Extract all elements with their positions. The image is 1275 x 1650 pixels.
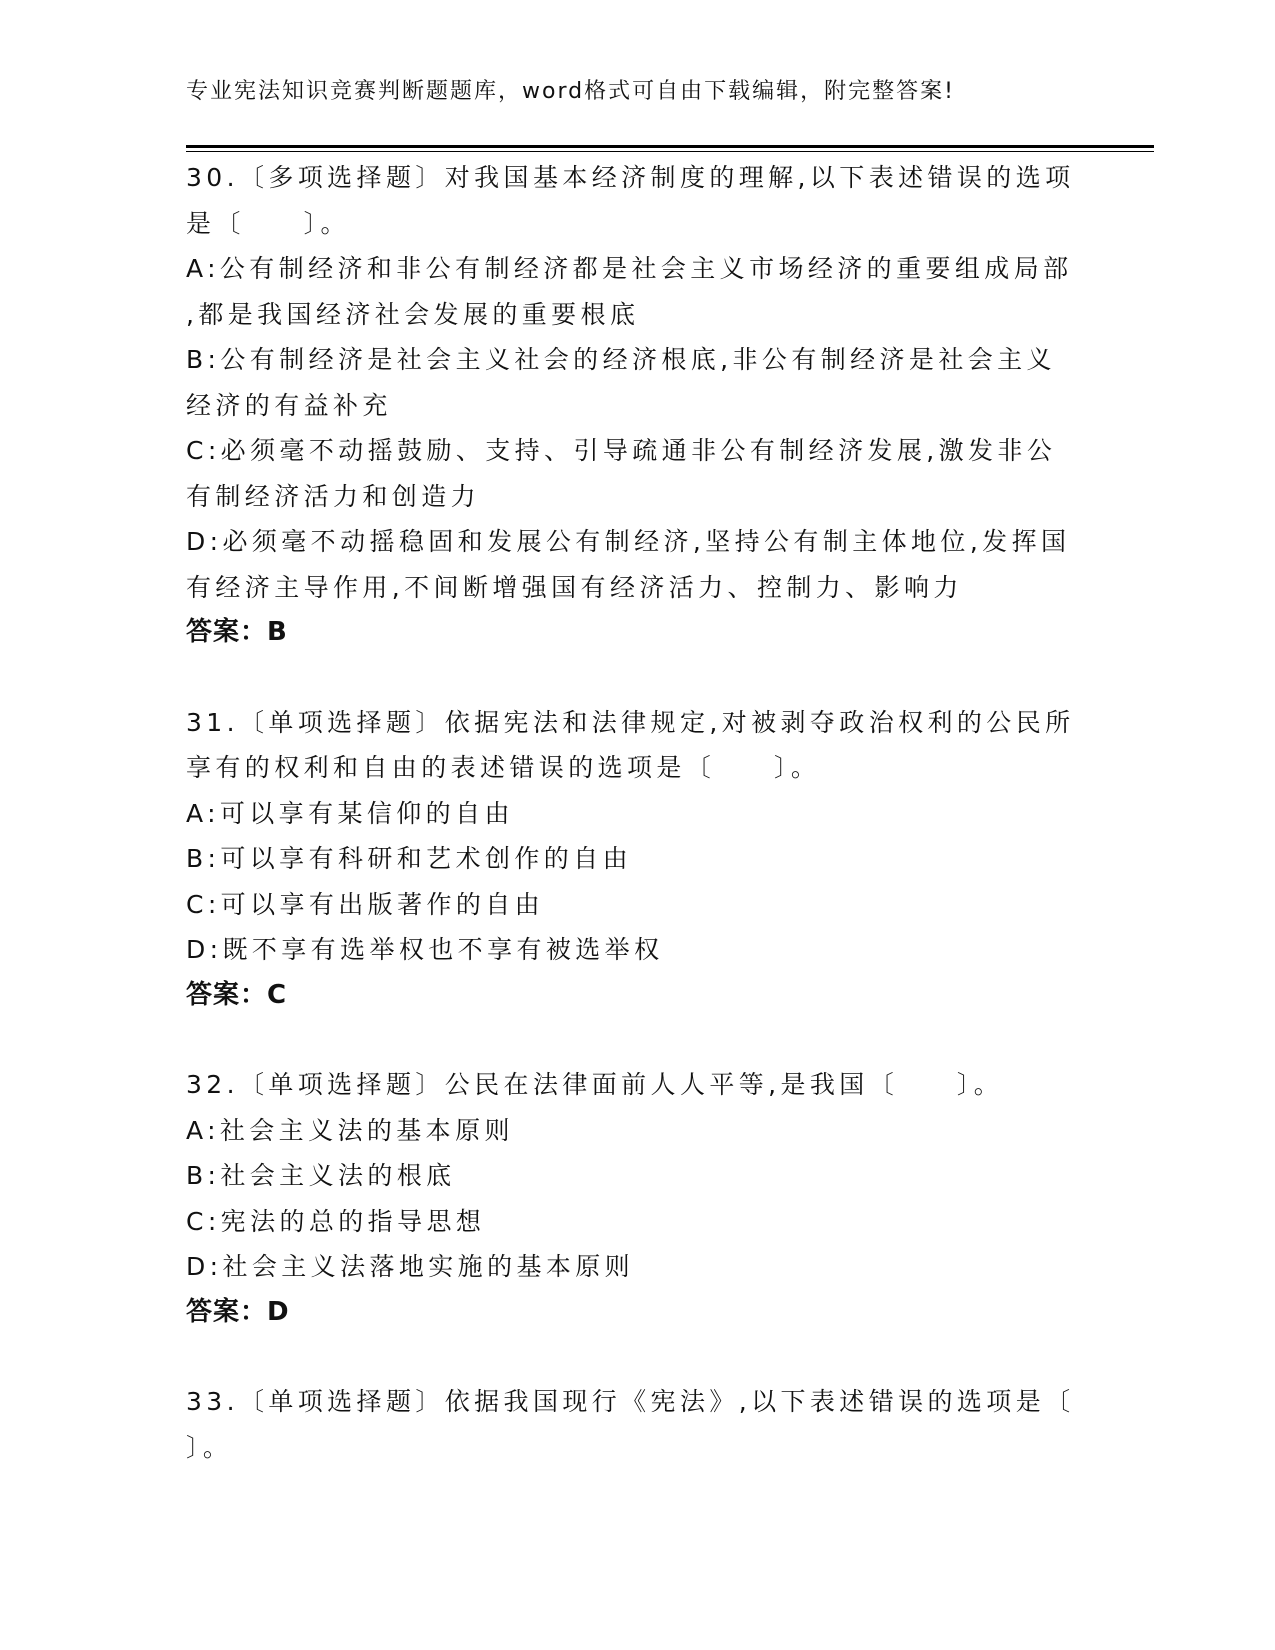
question-stem: 32.〔单项选择题〕公民在法律面前人人平等,是我国〔 〕。: [186, 1070, 1004, 1099]
option-c: C:宪法的总的指导思想: [186, 1206, 486, 1236]
option-a: A:社会主义法的基本原则: [186, 1115, 514, 1145]
option-d-continued: 有经济主导作用,不间断增强国有经济活力、控制力、影响力: [186, 572, 963, 602]
question-spacer: [186, 1018, 1086, 1062]
question-block: [186, 1379, 1086, 1470]
option-b: B:可以享有科研和艺术创作的自由: [186, 844, 632, 873]
option-d: D:既不享有选举权也不享有被选举权: [186, 935, 664, 964]
question-block: [186, 700, 1086, 1019]
option-c: C:必须毫不动摇鼓励、支持、引导疏通非公有制经济发展,激发非公: [186, 436, 1057, 465]
question-stem: 31.〔单项选择题〕依据宪法和法律规定,对被剥夺政治权利的公民所: [186, 707, 1075, 737]
option-d: D:必须毫不动摇稳固和发展公有制经济,坚持公有制主体地位,发挥国: [186, 527, 1071, 556]
option-b-continued: 经济的有益补充: [186, 390, 392, 420]
answer-label: 答案：C: [186, 979, 288, 1010]
question-block: [186, 155, 1086, 656]
header-divider-thin: [186, 151, 1154, 152]
question-spacer: [186, 656, 1086, 700]
option-c: C:可以享有出版著作的自由: [186, 889, 545, 919]
header-divider: [186, 145, 1154, 148]
option-a: A:可以享有某信仰的自由: [186, 798, 514, 828]
page-header-title: 专业宪法知识竞赛判断题题库，word格式可自由下载编辑，附完整答案!: [186, 79, 955, 104]
question-stem-continued: 享有的权利和自由的表述错误的选项是〔 〕。: [186, 753, 821, 782]
answer-label: 答案：D: [186, 1296, 290, 1327]
question-stem: 33.〔单项选择题〕依据我国现行《宪法》,以下表述错误的选项是〔: [186, 1387, 1075, 1416]
question-stem-continued: 是〔 〕。: [186, 208, 350, 238]
option-d: D:社会主义法落地实施的基本原则: [186, 1252, 635, 1281]
question-block: [186, 1062, 1086, 1335]
option-a-continued: ,都是我国经济社会发展的重要根底: [186, 299, 640, 329]
question-list: [186, 155, 1086, 1470]
option-a: A:公有制经济和非公有制经济都是社会主义市场经济的重要组成局部: [186, 254, 1073, 283]
question-stem: 30.〔多项选择题〕对我国基本经济制度的理解,以下表述错误的选项: [186, 163, 1075, 192]
option-c-continued: 有制经济活力和创造力: [186, 481, 481, 511]
answer-label: 答案：B: [186, 617, 288, 647]
option-b: B:公有制经济是社会主义社会的经济根底,非公有制经济是社会主义: [186, 345, 1056, 374]
option-b: B:社会主义法的根底: [186, 1161, 456, 1190]
question-stem-continued: 〕。: [186, 1432, 233, 1462]
question-spacer: [186, 1335, 1086, 1379]
